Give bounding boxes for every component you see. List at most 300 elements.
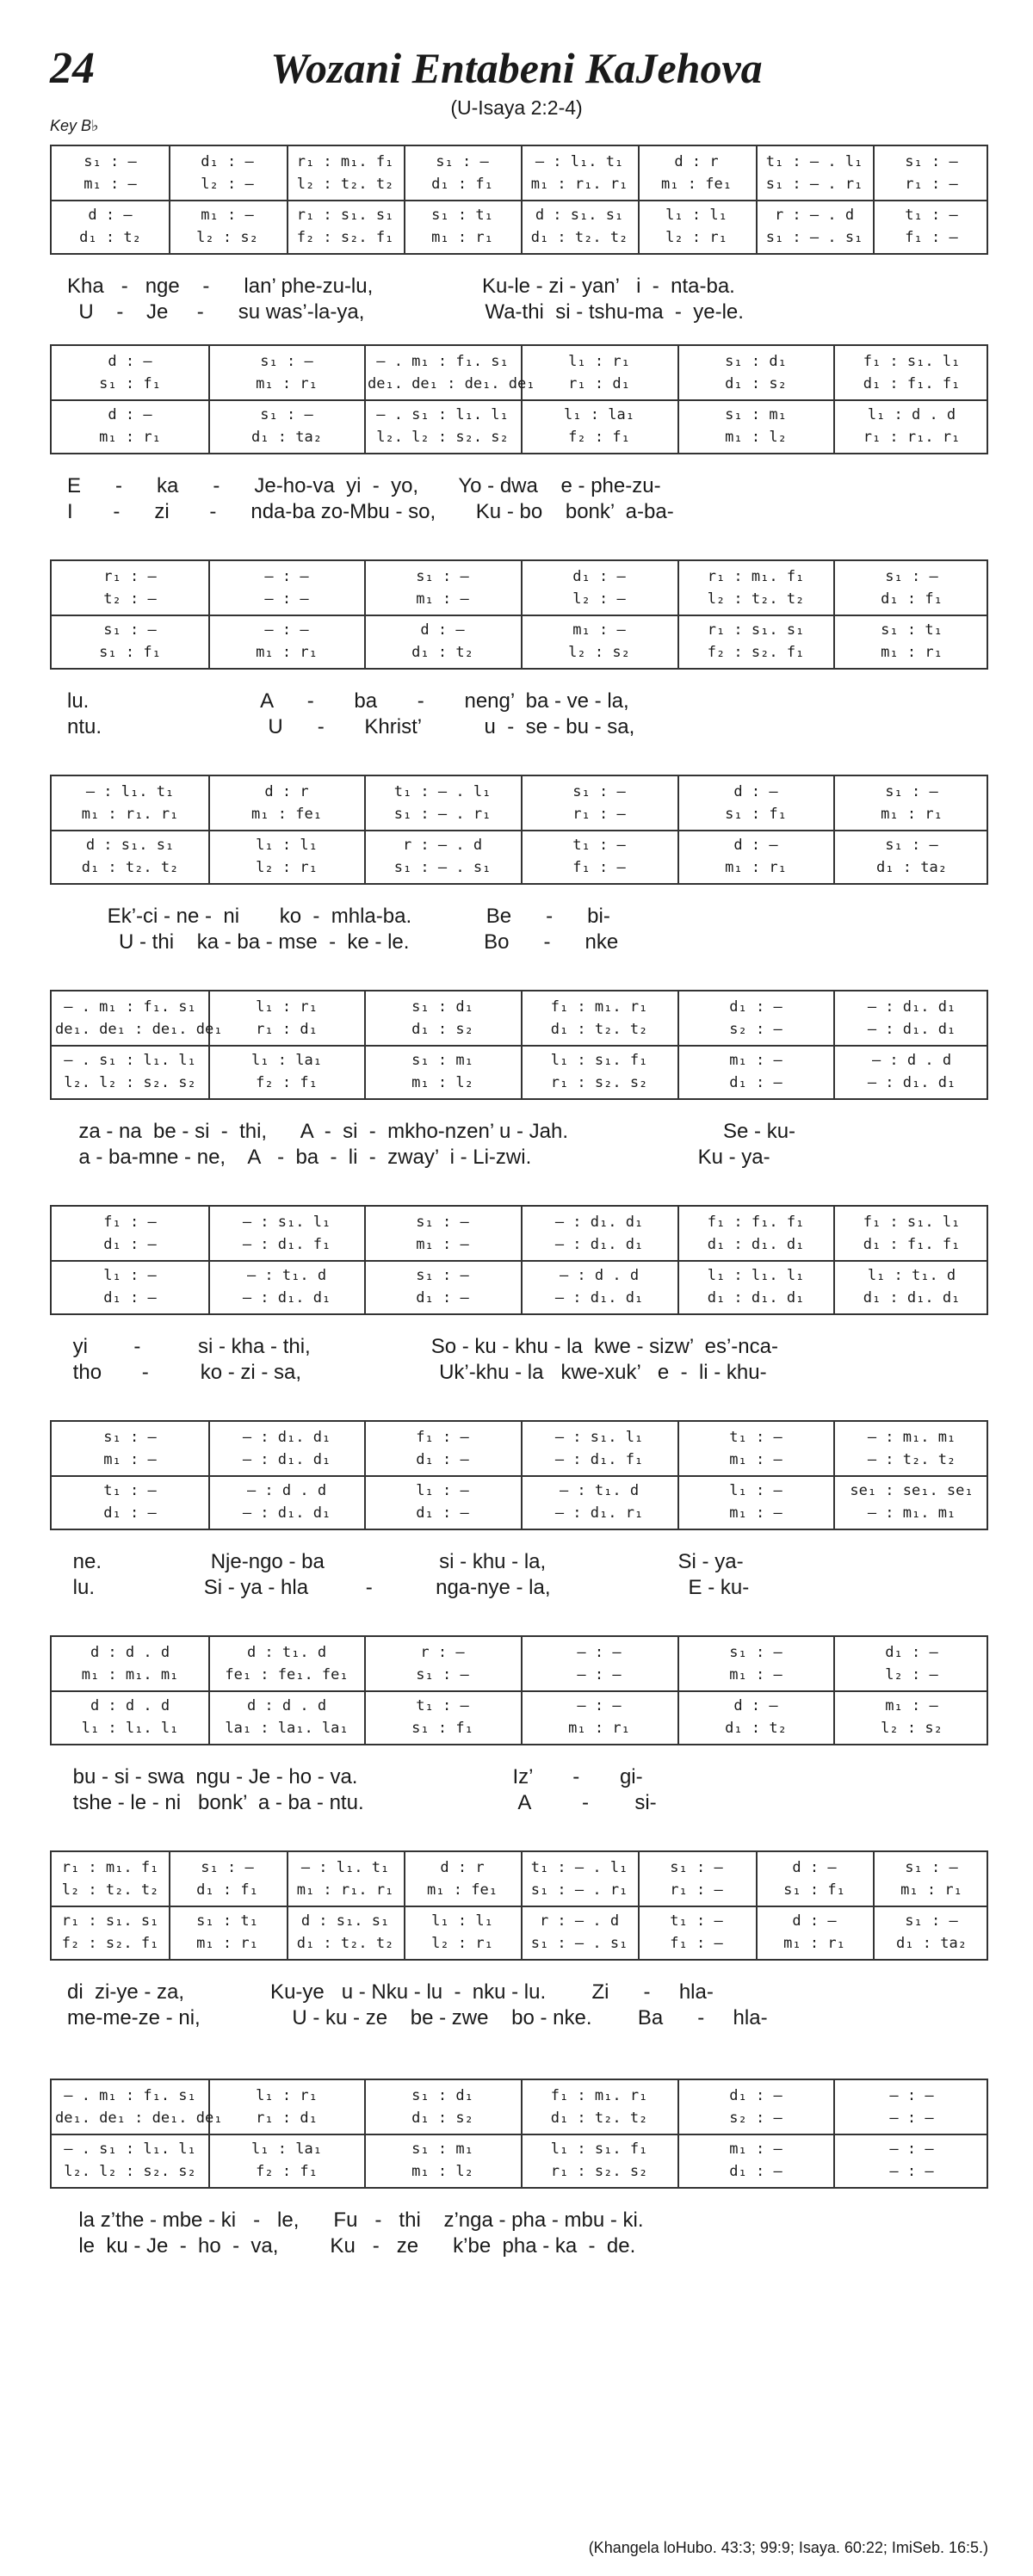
note-cell: f₂ : s₂. f₁ xyxy=(296,229,394,246)
hymn-title: Wozani Entabeni KaJehova xyxy=(270,44,763,92)
note-cell: d : r xyxy=(440,1859,485,1876)
note-cell: d : d . d xyxy=(90,1697,170,1714)
barline xyxy=(833,1422,835,1529)
note-cell: m₁ : l₂ xyxy=(725,429,787,446)
staff-box xyxy=(50,775,988,885)
barline xyxy=(677,2080,679,2187)
barline xyxy=(521,561,523,668)
barline xyxy=(208,1637,210,1744)
note-cell: — : t₂. t₂ xyxy=(867,1451,956,1468)
barline xyxy=(677,561,679,668)
note-cell: — : d . d xyxy=(559,1267,640,1284)
barline xyxy=(287,146,288,253)
note-cell: m₁ : fe₁ xyxy=(661,176,732,193)
note-cell: m₁ : r₁ xyxy=(568,1720,630,1737)
note-cell: — : d₁. d₁ xyxy=(554,1236,644,1253)
note-cell: r : – . d xyxy=(539,1912,620,1930)
music-system xyxy=(50,1205,988,1394)
barline xyxy=(364,346,366,453)
note-cell: — : d₁. r₁ xyxy=(554,1504,644,1522)
note-cell: — : d . d xyxy=(871,1052,952,1069)
note-cell: f₁ : f₁. f₁ xyxy=(707,1214,805,1231)
note-cell: s₁ : — xyxy=(416,1214,469,1231)
note-cell: — : — xyxy=(577,1644,622,1661)
note-cell: d₁ : t₂. t₂ xyxy=(550,1021,648,1038)
note-cell: s₁ : – . s₁ xyxy=(765,229,863,246)
note-cell: l₁ : l₁ xyxy=(256,837,318,854)
note-cell: l₂ : — xyxy=(885,1666,938,1683)
barline xyxy=(638,1852,640,1959)
note-cell: t₁ : – . l₁ xyxy=(530,1859,628,1876)
lyric-line: I - zi - nda-ba zo-Mbu - so, Ku - bo bonk’ a-ba- xyxy=(50,500,674,523)
note-cell: l₁ : s₁. f₁ xyxy=(550,1052,648,1069)
note-cell: l₁ : l₁. l₁ xyxy=(81,1720,179,1737)
note-cell: — : d₁. d₁ xyxy=(242,1504,331,1522)
note-cell: — . s₁ : l₁. l₁ xyxy=(64,2140,196,2158)
note-cell: — . m₁ : f₁. s₁ xyxy=(376,353,509,370)
music-system xyxy=(50,2079,988,2268)
note-cell: d₁ : t₂ xyxy=(725,1720,787,1737)
note-cell: m₁ : r₁ xyxy=(256,375,318,392)
note-cell: d₁ : ta₂ xyxy=(876,859,947,876)
barline xyxy=(521,2080,523,2187)
note-cell: s₁ : — xyxy=(416,1666,469,1683)
note-cell: s₁ : — xyxy=(103,1429,157,1446)
note-cell: d : r xyxy=(264,783,309,800)
note-cell: l₂ : s₂ xyxy=(568,644,630,661)
note-cell: r₁ : s₁. s₁ xyxy=(61,1912,159,1930)
note-cell: — : — xyxy=(264,621,309,639)
note-cell: s₁ : f₁ xyxy=(99,375,161,392)
note-cell: m₁ : — xyxy=(572,621,626,639)
barline xyxy=(833,346,835,453)
note-cell: — : — xyxy=(889,2140,934,2158)
barline xyxy=(873,146,875,253)
barline xyxy=(521,1852,523,1959)
note-cell: f₁ : — xyxy=(572,859,626,876)
note-cell: m₁ : — xyxy=(729,1504,782,1522)
note-cell: m₁ : — xyxy=(729,2140,782,2158)
barline xyxy=(364,1637,366,1744)
note-cell: d₁ : f₁ xyxy=(431,176,493,193)
note-cell: r₁ : s₁. s₁ xyxy=(296,207,394,224)
note-cell: d₁ : s₂ xyxy=(411,2110,473,2127)
note-cell: f₂ : f₁ xyxy=(568,429,630,446)
note-cell: — : d₁. d₁ xyxy=(242,1429,331,1446)
note-cell: r₁ : s₂. s₂ xyxy=(550,1074,648,1091)
hymn-number: 24 xyxy=(50,44,95,93)
note-cell: — : — xyxy=(889,2110,934,2127)
note-cell: — : d₁. d₁ xyxy=(554,1214,644,1231)
barline xyxy=(287,1852,288,1959)
note-cell: r₁ : d₁ xyxy=(256,1021,318,1038)
note-cell: l₁ : la₁ xyxy=(564,406,634,423)
barline xyxy=(677,1422,679,1529)
barline xyxy=(521,1637,523,1744)
barline xyxy=(833,776,835,883)
note-cell: s₁ : — xyxy=(103,621,157,639)
barline xyxy=(364,991,366,1098)
staff-divider xyxy=(52,2134,987,2135)
note-cell: l₂ : r₁ xyxy=(431,1935,493,1952)
note-cell: r₁ : m₁. f₁ xyxy=(296,153,394,170)
note-cell: l₂ : — xyxy=(572,590,626,608)
note-cell: de₁. de₁ : de₁. de₁ xyxy=(55,2110,223,2127)
lyric-line: ntu. U - Khrist’ u - se - bu - sa, xyxy=(50,715,635,738)
barline xyxy=(677,991,679,1098)
staff-box xyxy=(50,145,988,255)
note-cell: m₁ : — xyxy=(729,1451,782,1468)
note-cell: m₁ : r₁ xyxy=(99,429,161,446)
barline xyxy=(208,1207,210,1313)
note-cell: s₁ : — xyxy=(885,837,938,854)
note-cell: d₁ : — xyxy=(416,1289,469,1307)
barline xyxy=(364,2080,366,2187)
lyric-line: le ku - Je - ho - va, Ku - ze k’be pha - ka - de. xyxy=(50,2234,636,2258)
music-system xyxy=(50,344,988,534)
note-cell: f₁ : — xyxy=(905,229,958,246)
note-cell: s₁ : – . s₁ xyxy=(393,859,492,876)
note-cell: de₁. de₁ : de₁. de₁ xyxy=(368,375,535,392)
note-cell: d₁ : t₂ xyxy=(79,229,141,246)
note-cell: l₂. l₂ : s₂. s₂ xyxy=(64,1074,196,1091)
note-cell: t₁ : – . l₁ xyxy=(765,153,863,170)
note-cell: s₁ : – . r₁ xyxy=(765,176,863,193)
lyric-line: tshe - le - ni bonk’ a - ba - ntu. A - si- xyxy=(50,1791,657,1814)
note-cell: s₁ : d₁ xyxy=(725,353,787,370)
note-cell: m₁ : — xyxy=(84,176,137,193)
note-cell: m₁ : — xyxy=(103,1451,157,1468)
note-cell: — . s₁ : l₁. l₁ xyxy=(376,406,509,423)
barline xyxy=(521,776,523,883)
note-cell: t₁ : — xyxy=(670,1912,723,1930)
note-cell: — : s₁. l₁ xyxy=(242,1214,331,1231)
note-cell: m₁ : l₂ xyxy=(411,2163,473,2180)
note-cell: l₁ : l₁ xyxy=(431,1912,493,1930)
note-cell: se₁ : se₁. se₁ xyxy=(850,1482,974,1499)
note-cell: r₁ : — xyxy=(905,176,958,193)
note-cell: m₁ : — xyxy=(729,1666,782,1683)
note-cell: — : l₁. t₁ xyxy=(300,1859,390,1876)
barline xyxy=(169,1852,170,1959)
lyric-line: a - ba-mne - ne, A - ba - li - zway’ i - Li-zwi. Ku - ya- xyxy=(50,1146,770,1169)
note-cell: s₁ : — xyxy=(436,153,489,170)
lyric-line: me-me-ze - ni, U - ku - ze be - zwe bo - nke. Ba - hla- xyxy=(50,2006,768,2029)
lyric-line: bu - si - swa ngu - Je - ho - va. Iz’ - gi- xyxy=(50,1765,643,1788)
note-cell: — . s₁ : l₁. l₁ xyxy=(64,1052,196,1069)
note-cell: m₁ : r₁. r₁ xyxy=(530,176,628,193)
note-cell: m₁ : — xyxy=(201,207,254,224)
note-cell: s₁ : f₁ xyxy=(99,644,161,661)
note-cell: d₁ : — xyxy=(572,568,626,585)
note-cell: d : s₁. s₁ xyxy=(85,837,175,854)
note-cell: d₁ : t₂. t₂ xyxy=(530,229,628,246)
note-cell: l₂ : r₁ xyxy=(256,859,318,876)
staff-divider xyxy=(52,1260,987,1262)
barline xyxy=(521,346,523,453)
barline xyxy=(833,1207,835,1313)
note-cell: — : d₁. d₁ xyxy=(867,1021,956,1038)
note-cell: t₁ : — xyxy=(103,1482,157,1499)
note-cell: — : m₁. m₁ xyxy=(867,1504,956,1522)
note-cell: m₁ : m₁. m₁ xyxy=(81,1666,179,1683)
music-system xyxy=(50,559,988,749)
note-cell: r₁ : — xyxy=(670,1881,723,1899)
note-cell: d₁ : s₂ xyxy=(725,375,787,392)
note-cell: m₁ : r₁ xyxy=(256,644,318,661)
barline xyxy=(677,1637,679,1744)
note-cell: t₁ : – . l₁ xyxy=(393,783,492,800)
note-cell: m₁ : r₁ xyxy=(881,806,943,823)
barline xyxy=(756,1852,758,1959)
note-cell: f₁ : s₁. l₁ xyxy=(863,353,961,370)
note-cell: t₁ : — xyxy=(572,837,626,854)
note-cell: s₁ : — xyxy=(416,568,469,585)
barline xyxy=(756,146,758,253)
note-cell: d₁ : d₁. d₁ xyxy=(707,1289,805,1307)
note-cell: l₁ : l₁ xyxy=(665,207,727,224)
barline xyxy=(208,561,210,668)
note-cell: l₂. l₂ : s₂. s₂ xyxy=(376,429,509,446)
barline xyxy=(404,1852,405,1959)
staff-divider xyxy=(52,1690,987,1692)
note-cell: d : — xyxy=(733,783,778,800)
note-cell: s₁ : f₁ xyxy=(411,1720,473,1737)
barline xyxy=(404,146,405,253)
note-cell: d₁ : t₂. t₂ xyxy=(550,2110,648,2127)
note-cell: s₁ : — xyxy=(885,783,938,800)
note-cell: d₁ : f₁. f₁ xyxy=(863,375,961,392)
music-system xyxy=(50,1850,988,2040)
note-cell: l₂ : t₂. t₂ xyxy=(707,590,805,608)
staff-box xyxy=(50,344,988,454)
barline xyxy=(521,1207,523,1313)
note-cell: l₁ : — xyxy=(729,1482,782,1499)
note-cell: s₁ : — xyxy=(416,1267,469,1284)
note-cell: — : — xyxy=(264,568,309,585)
note-cell: d₁ : f₁. f₁ xyxy=(863,1236,961,1253)
note-cell: r₁ : d₁ xyxy=(568,375,630,392)
note-cell: s₁ : f₁ xyxy=(783,1881,845,1899)
lyric-line: di zi-ye - za, Ku-ye u - Nku - lu - nku - lu. Zi - hla- xyxy=(50,1980,714,2004)
note-cell: m₁ : — xyxy=(729,1052,782,1069)
lyric-line: lu. Si - ya - hla - nga-nye - la, E - ku- xyxy=(50,1576,750,1599)
lyric-line: tho - ko - zi - sa, Uk’-khu - la kwe-xuk’ e - li - khu- xyxy=(50,1361,767,1384)
note-cell: d₁ : t₂. t₂ xyxy=(81,859,179,876)
barline xyxy=(208,776,210,883)
note-cell: l₁ : — xyxy=(416,1482,469,1499)
staff-divider xyxy=(52,1475,987,1477)
note-cell: l₂ : s₂ xyxy=(196,229,258,246)
note-cell: d₁ : — xyxy=(201,153,254,170)
note-cell: f₂ : f₁ xyxy=(256,2163,318,2180)
note-cell: s₁ : t₁ xyxy=(431,207,493,224)
note-cell: s₁ : — xyxy=(260,406,313,423)
barline xyxy=(833,991,835,1098)
note-cell: s₁ : — xyxy=(905,1859,958,1876)
note-cell: d₁ : — xyxy=(416,1451,469,1468)
note-cell: s₁ : t₁ xyxy=(881,621,943,639)
note-cell: l₁ : r₁ xyxy=(256,2087,318,2104)
note-cell: s₂ : — xyxy=(729,2110,782,2127)
note-cell: s₁ : d₁ xyxy=(411,998,473,1016)
barline xyxy=(833,1637,835,1744)
barline xyxy=(677,776,679,883)
note-cell: d₁ : s₂ xyxy=(411,1021,473,1038)
note-cell: d₁ : d₁. d₁ xyxy=(707,1236,805,1253)
note-cell: l₁ : — xyxy=(103,1267,157,1284)
note-cell: s₁ : — xyxy=(885,568,938,585)
note-cell: r : – . d xyxy=(402,837,483,854)
note-cell: s₁ : t₁ xyxy=(196,1912,258,1930)
note-cell: — : d₁. d₁ xyxy=(242,1451,331,1468)
note-cell: — : m₁. m₁ xyxy=(867,1429,956,1446)
note-cell: s₁ : — xyxy=(84,153,137,170)
staff-divider xyxy=(52,1045,987,1047)
note-cell: l₁ : l₁. l₁ xyxy=(707,1267,805,1284)
note-cell: l₁ : la₁ xyxy=(251,1052,322,1069)
note-cell: — . m₁ : f₁. s₁ xyxy=(64,2087,196,2104)
note-cell: f₂ : s₂. f₁ xyxy=(707,644,805,661)
note-cell: l₂ : — xyxy=(201,176,254,193)
lyric-line: ne. Nje-ngo - ba si - khu - la, Si - ya- xyxy=(50,1550,744,1573)
staff-divider xyxy=(52,399,987,401)
barline xyxy=(208,991,210,1098)
note-cell: l₂. l₂ : s₂. s₂ xyxy=(64,2163,196,2180)
staff-box xyxy=(50,1420,988,1530)
note-cell: — : — xyxy=(264,590,309,608)
note-cell: d₁ : f₁ xyxy=(196,1881,258,1899)
note-cell: s₁ : — xyxy=(260,353,313,370)
note-cell: t₁ : — xyxy=(416,1697,469,1714)
note-cell: m₁ : r₁. r₁ xyxy=(81,806,179,823)
note-cell: s₁ : f₁ xyxy=(725,806,787,823)
note-cell: l₂ : t₂. t₂ xyxy=(61,1881,159,1899)
note-cell: r₁ : — xyxy=(103,568,157,585)
note-cell: — : — xyxy=(577,1666,622,1683)
barline xyxy=(638,146,640,253)
note-cell: — : d₁. d₁ xyxy=(554,1289,644,1307)
staff-divider xyxy=(52,1906,987,1907)
note-cell: f₂ : f₁ xyxy=(256,1074,318,1091)
lyric-line: la z’the - mbe - ki - le, Fu - thi z’nga - pha - mbu - ki. xyxy=(50,2208,644,2232)
note-cell: — : s₁. l₁ xyxy=(554,1429,644,1446)
staff-box xyxy=(50,990,988,1100)
note-cell: d : — xyxy=(792,1912,837,1930)
note-cell: l₂ : r₁ xyxy=(665,229,727,246)
note-cell: l₁ : la₁ xyxy=(251,2140,322,2158)
barline xyxy=(364,1207,366,1313)
note-cell: — : t₁. d xyxy=(559,1482,640,1499)
staff-box xyxy=(50,559,988,670)
note-cell: s₁ : — xyxy=(905,153,958,170)
note-cell: t₁ : — xyxy=(729,1429,782,1446)
lyric-line: Kha - nge - lan’ phe-zu-lu, Ku-le - zi - yan’ i - nta-ba. xyxy=(50,275,735,298)
note-cell: d : s₁. s₁ xyxy=(535,207,624,224)
note-cell: s₁ : – . r₁ xyxy=(530,1881,628,1899)
note-cell: l₂ : s₂ xyxy=(881,1720,943,1737)
lyric-line: yi - si - kha - thi, So - ku - khu - la kwe - sizw’ es’-nca- xyxy=(50,1335,778,1358)
note-cell: l₁ : t₁. d xyxy=(867,1267,956,1284)
note-cell: m₁ : r₁ xyxy=(725,859,787,876)
note-cell: d₁ : — xyxy=(103,1289,157,1307)
note-cell: d : — xyxy=(108,406,152,423)
note-cell: d₁ : — xyxy=(885,1644,938,1661)
note-cell: l₁ : d . d xyxy=(867,406,956,423)
music-system xyxy=(50,1420,988,1609)
note-cell: s₁ : — xyxy=(572,783,626,800)
note-cell: — : d₁. d₁ xyxy=(867,1074,956,1091)
lyric-line: Ek’-ci - ne - ni ko - mhla-ba. Be - bi- xyxy=(50,905,610,928)
note-cell: l₁ : s₁. f₁ xyxy=(550,2140,648,2158)
note-cell: r₁ : d₁ xyxy=(256,2110,318,2127)
note-cell: t₁ : — xyxy=(905,207,958,224)
note-cell: s₁ : — xyxy=(905,1912,958,1930)
note-cell: s₁ : – . s₁ xyxy=(530,1935,628,1952)
staff-box xyxy=(50,1850,988,1961)
note-cell: d : — xyxy=(420,621,465,639)
note-cell: d₁ : — xyxy=(103,1236,157,1253)
staff-divider xyxy=(52,615,987,616)
note-cell: d : t₁. d xyxy=(246,1644,327,1661)
scripture-reference: (U-Isaya 2:2-4) xyxy=(450,96,583,119)
music-system xyxy=(50,990,988,1179)
note-cell: — : d₁. d₁ xyxy=(242,1289,331,1307)
note-cell: r₁ : — xyxy=(572,806,626,823)
note-cell: — : l₁. t₁ xyxy=(535,153,624,170)
note-cell: d₁ : ta₂ xyxy=(251,429,322,446)
note-cell: d : — xyxy=(733,1697,778,1714)
lyric-line: U - thi ka - ba - mse - ke - le. Bo - nke xyxy=(50,930,619,954)
note-cell: r₁ : s₁. s₁ xyxy=(707,621,805,639)
barline xyxy=(677,1207,679,1313)
barline xyxy=(833,2080,835,2187)
note-cell: m₁ : — xyxy=(885,1697,938,1714)
note-cell: d₁ : ta₂ xyxy=(896,1935,967,1952)
note-cell: d : — xyxy=(792,1859,837,1876)
note-cell: s₁ : — xyxy=(201,1859,254,1876)
note-cell: f₁ : m₁. r₁ xyxy=(550,998,648,1016)
lyric-line: U - Je - su was’-la-ya, Wa-thi si - tshu-ma - ye-le. xyxy=(50,300,744,324)
note-cell: d₁ : — xyxy=(729,998,782,1016)
note-cell: d : — xyxy=(733,837,778,854)
note-cell: m₁ : r₁ xyxy=(431,229,493,246)
note-cell: l₁ : r₁ xyxy=(256,998,318,1016)
note-cell: — . m₁ : f₁. s₁ xyxy=(64,998,196,1016)
note-cell: r : — xyxy=(420,1644,465,1661)
note-cell: d₁ : — xyxy=(729,2163,782,2180)
staff-box xyxy=(50,1205,988,1315)
note-cell: d : — xyxy=(108,353,152,370)
note-cell: r₁ : m₁. f₁ xyxy=(61,1859,159,1876)
note-cell: f₂ : s₂. f₁ xyxy=(61,1935,159,1952)
barline xyxy=(364,776,366,883)
note-cell: r₁ : s₂. s₂ xyxy=(550,2163,648,2180)
staff-divider xyxy=(52,830,987,831)
note-cell: m₁ : r₁ xyxy=(196,1935,258,1952)
note-cell: s₁ : m₁ xyxy=(725,406,787,423)
note-cell: s₁ : — xyxy=(670,1859,723,1876)
note-cell: f₁ : s₁. l₁ xyxy=(863,1214,961,1231)
note-cell: — : l₁. t₁ xyxy=(85,783,175,800)
note-cell: l₂ : t₂. t₂ xyxy=(296,176,394,193)
barline xyxy=(873,1852,875,1959)
note-cell: m₁ : — xyxy=(416,590,469,608)
note-cell: r : – . d xyxy=(774,207,855,224)
note-cell: m₁ : fe₁ xyxy=(251,806,322,823)
note-cell: d₁ : f₁ xyxy=(881,590,943,608)
staff-divider xyxy=(52,200,987,201)
